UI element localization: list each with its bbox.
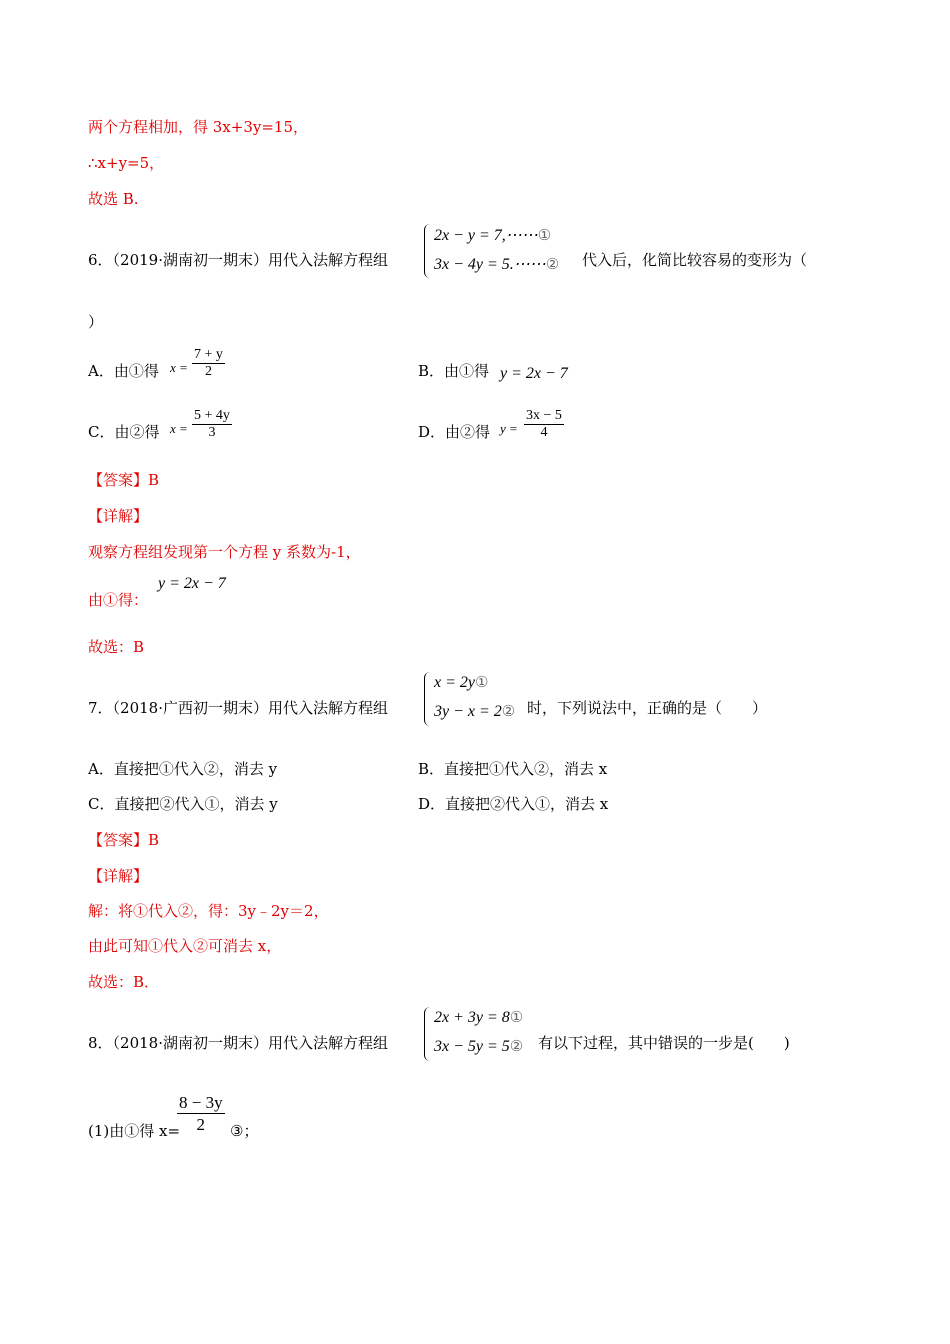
q8-step1-tail: ③； (230, 1122, 259, 1140)
q6-detail-line2-label: 由①得： (88, 591, 149, 609)
q6-option-d-label: D．由②得 (418, 423, 491, 441)
q6-option-c-fraction: 5 + 4y 3 (194, 408, 230, 440)
q6-detail-line2-expr: y = 2x − 7 (158, 575, 226, 592)
q7-option-a: A．直接把①代入②，消去 y (88, 760, 278, 778)
q7-equation-system (424, 672, 534, 726)
q7-detail-line2: 由此可知①代入②可消去 x， (88, 937, 282, 955)
q6-option-d-lhs: y = (500, 421, 518, 436)
q5-line-add: 两个方程相加，得 3x+3y=15， (88, 118, 309, 136)
q6-detail-title: 【详解】 (88, 507, 149, 525)
q6-option-b-expr: y = 2x − 7 (500, 365, 568, 382)
q6-equation-system (424, 224, 584, 278)
q6-eq2: 3x − 4y = 5.⋯⋯② (434, 256, 560, 273)
q8-eq2: 3x − 5y = 5② (434, 1038, 524, 1055)
q8-brace (424, 1007, 431, 1061)
q8-suffix: 有以下过程，其中错误的一步是( ) (538, 1034, 790, 1052)
q7-option-c: C．直接把②代入①，消去 y (88, 795, 278, 813)
q6-eq1: 2x − y = 7,⋯⋯① (434, 227, 552, 244)
q7-brace (424, 672, 431, 726)
q8-eq1: 2x + 3y = 8① (434, 1009, 524, 1026)
q5-line-result: ∴x+y=5， (88, 154, 165, 172)
q7-detail-title: 【详解】 (88, 867, 149, 885)
q7-detail-line3: 故选：B． (88, 973, 160, 991)
q8-step1-fraction: 8 − 3y 2 (179, 1093, 223, 1134)
q7-prefix: 7．（2018·广西初一期末）用代入法解方程组 (88, 699, 388, 717)
q6-option-b-label: B．由①得 (418, 362, 490, 380)
q6-option-a-lhs: x = (170, 360, 188, 375)
q8-equation-system (424, 1007, 536, 1061)
q6-prefix: 6．（2019·湖南初一期末）用代入法解方程组 (88, 251, 388, 269)
q6-option-d-fraction: 3x − 5 4 (526, 408, 562, 440)
q6-option-a-label: A．由①得 (88, 362, 159, 380)
q8-step1-label: (1)由①得 x= (88, 1122, 181, 1140)
q7-eq2: 3y − x = 2② (434, 703, 516, 720)
q7-eq1: x = 2y① (434, 674, 489, 691)
q6-answer: 【答案】B (88, 471, 160, 489)
q6-detail-line3: 故选：B (88, 638, 145, 656)
q5-line-choice: 故选 B. (88, 190, 139, 208)
q6-close-paren: ） (88, 313, 104, 331)
q7-answer: 【答案】B (88, 831, 160, 849)
q6-suffix: 代入后，化简比较容易的变形为（ (582, 251, 808, 269)
q7-detail-line1: 解：将①代入②，得：3y﹣2y＝2， (88, 902, 329, 920)
q7-option-b: B．直接把①代入②，消去 x (418, 760, 608, 778)
q6-detail-line1: 观察方程组发现第一个方程 y 系数为-1， (88, 543, 361, 561)
q6-option-c-label: C．由②得 (88, 423, 160, 441)
q7-suffix: 时，下列说法中，正确的是（ ） (527, 699, 768, 717)
q8-prefix: 8．（2018·湖南初一期末）用代入法解方程组 (88, 1034, 388, 1052)
q6-option-c-lhs: x = (170, 421, 188, 436)
q7-option-d: D．直接把②代入①，消去 x (418, 795, 609, 813)
q6-option-a-fraction: 7 + y 2 (194, 347, 223, 379)
q6-brace (424, 224, 431, 278)
